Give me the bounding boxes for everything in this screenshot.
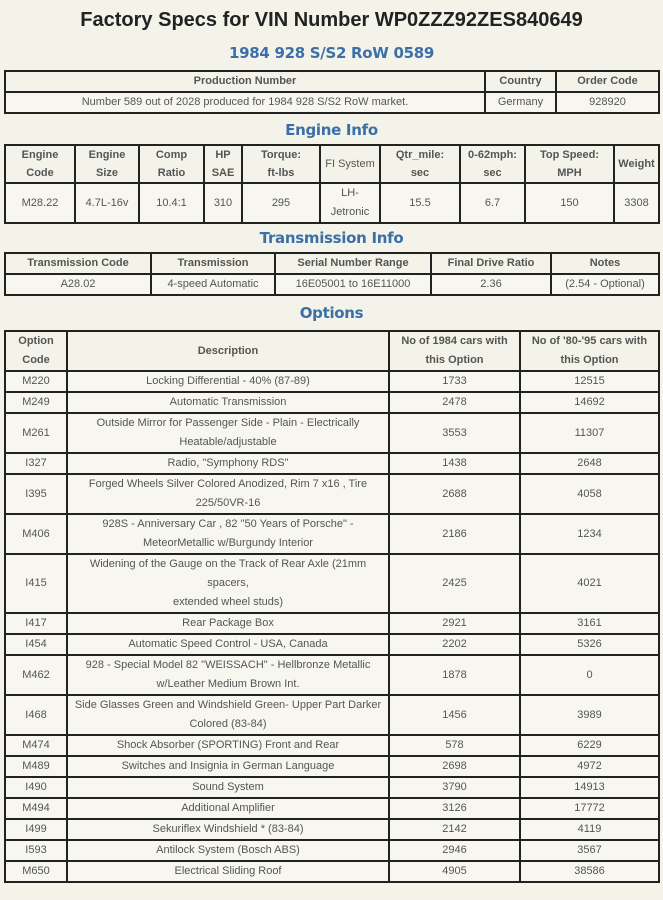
option-row <box>5 819 659 840</box>
top-speed-header-l2: MPH <box>557 167 582 179</box>
engine-code-header <box>5 145 75 183</box>
option-description-line: w/Leather Medium Brown Int. <box>156 678 300 690</box>
transmission-table <box>4 252 660 296</box>
option-row <box>5 756 659 777</box>
option-count-1984: 2698 <box>389 756 520 777</box>
option-description <box>67 819 389 840</box>
engine-code-header-l1: Engine <box>21 149 59 161</box>
option-description <box>67 613 389 634</box>
order-code-header: Order Code <box>556 71 659 92</box>
option-description-line: Radio, "Symphony RDS" <box>167 457 289 469</box>
option-count-1984: 2478 <box>389 392 520 413</box>
production-row <box>5 92 659 113</box>
top-speed-header-l1: Top Speed: <box>539 149 600 161</box>
options-body <box>5 371 659 882</box>
option-row <box>5 798 659 819</box>
option-description-line: Heatable/adjustable <box>179 436 277 448</box>
option-description <box>67 777 389 798</box>
option-code: I417 <box>5 613 67 634</box>
option-description <box>67 798 389 819</box>
qtr-mile-header <box>380 145 460 183</box>
serial-range-value: 16E05001 to 16E11000 <box>275 274 431 295</box>
transmission-header: Transmission <box>151 253 275 274</box>
qtr-mile-value: 15.5 <box>380 183 460 223</box>
production-number-value: Number 589 out of 2028 produced for 1984 928 S/S2 RoW market. <box>5 92 485 113</box>
option-count-all: 4972 <box>520 756 659 777</box>
option-code: M474 <box>5 735 67 756</box>
option-count-1984: 2202 <box>389 634 520 655</box>
option-count-1984: 2142 <box>389 819 520 840</box>
engine-info-title: Engine Info <box>285 121 378 139</box>
option-code: I593 <box>5 840 67 861</box>
zero-62-value: 6.7 <box>460 183 525 223</box>
option-description <box>67 514 389 554</box>
notes-header: Notes <box>551 253 659 274</box>
option-code: M494 <box>5 798 67 819</box>
option-description-line: Rear Package Box <box>182 617 274 629</box>
option-description-line: Locking Differential - 40% (87-89) <box>146 375 310 387</box>
option-count-1984: 2425 <box>389 554 520 613</box>
option-description <box>67 861 389 882</box>
option-count-all: 3989 <box>520 695 659 735</box>
option-code-header-l1: Option <box>18 335 54 347</box>
option-code: I499 <box>5 819 67 840</box>
option-description <box>67 453 389 474</box>
transmission-info-title: Transmission Info <box>259 229 404 247</box>
description-header: Description <box>67 331 389 371</box>
zero-62-header <box>460 145 525 183</box>
option-count-1984: 1438 <box>389 453 520 474</box>
option-description-line: Sound System <box>192 781 264 793</box>
option-count-all: 38586 <box>520 861 659 882</box>
option-row <box>5 453 659 474</box>
option-count-all: 11307 <box>520 413 659 453</box>
production-table <box>4 70 660 114</box>
option-row <box>5 392 659 413</box>
option-description <box>67 474 389 514</box>
hp-header-l1: HP <box>215 149 231 161</box>
option-code: I415 <box>5 554 67 613</box>
option-code: I490 <box>5 777 67 798</box>
option-count-all: 4058 <box>520 474 659 514</box>
option-code: M249 <box>5 392 67 413</box>
order-code-value: 928920 <box>556 92 659 113</box>
notes-value: (2.54 - Optional) <box>551 274 659 295</box>
option-row <box>5 735 659 756</box>
option-count-all: 14913 <box>520 777 659 798</box>
option-count-all: 1234 <box>520 514 659 554</box>
torque-header-l2: ft-lbs <box>267 167 295 179</box>
option-count-all: 4021 <box>520 554 659 613</box>
option-code-header <box>5 331 67 371</box>
count-1984-header-l1: No of 1984 cars with <box>401 335 508 347</box>
option-row <box>5 514 659 554</box>
option-description-line: Automatic Speed Control - USA, Canada <box>128 638 328 650</box>
option-count-1984: 1733 <box>389 371 520 392</box>
option-count-1984: 2946 <box>389 840 520 861</box>
engine-size-value: 4.7L-16v <box>75 183 139 223</box>
option-code: M489 <box>5 756 67 777</box>
fi-system-value: LH-Jetronic <box>320 183 380 223</box>
option-count-1984: 578 <box>389 735 520 756</box>
transmission-code-header: Transmission Code <box>5 253 151 274</box>
count-all-header <box>520 331 659 371</box>
zero-62-header-l1: 0-62mph: <box>468 149 517 161</box>
torque-header-l1: Torque: <box>260 149 302 161</box>
option-count-all: 5326 <box>520 634 659 655</box>
engine-header-row <box>5 145 659 183</box>
option-code: M406 <box>5 514 67 554</box>
option-description-line: 225/50VR-16 <box>195 497 261 509</box>
torque-value: 295 <box>242 183 320 223</box>
hp-header-l2: SAE <box>211 167 235 179</box>
option-row <box>5 613 659 634</box>
count-all-header-l2: this Option <box>560 354 619 366</box>
option-count-1984: 4905 <box>389 861 520 882</box>
fi-system-header: FI System <box>320 145 380 183</box>
option-row <box>5 634 659 655</box>
production-number-header: Production Number <box>5 71 485 92</box>
option-description-line: extended wheel studs) <box>172 596 284 608</box>
comp-ratio-header-l1: Comp <box>155 149 188 161</box>
option-description <box>67 695 389 735</box>
transmission-code-value: A28.02 <box>5 274 151 295</box>
option-code: M650 <box>5 861 67 882</box>
option-count-all: 3161 <box>520 613 659 634</box>
option-description <box>67 371 389 392</box>
option-description-line: Sekuriflex Windshield * (83-84) <box>152 823 304 835</box>
option-count-all: 6229 <box>520 735 659 756</box>
option-count-all: 3567 <box>520 840 659 861</box>
option-row <box>5 777 659 798</box>
comp-ratio-value: 10.4:1 <box>139 183 204 223</box>
option-row <box>5 554 659 613</box>
option-description-line: Widening of the Gauge on the Track of Rear Axle (21mm spacers, <box>89 558 367 589</box>
transmission-row <box>5 274 659 295</box>
engine-code-header-l2: Code <box>26 167 54 179</box>
option-description <box>67 735 389 756</box>
option-count-all: 12515 <box>520 371 659 392</box>
option-description-line: Side Glasses Green and Windshield Green- Upper Part Darker <box>74 699 382 711</box>
option-description-line: 928S - Anniversary Car , 82 "50 Years of Porsche" - <box>102 518 354 530</box>
comp-ratio-header <box>139 145 204 183</box>
option-description-line: Shock Absorber (SPORTING) Front and Rear <box>116 739 340 751</box>
option-description-line: Electrical Sliding Roof <box>174 865 282 877</box>
option-count-1984: 3790 <box>389 777 520 798</box>
option-count-all: 2648 <box>520 453 659 474</box>
count-1984-header-l2: this Option <box>425 354 484 366</box>
hp-value: 310 <box>204 183 242 223</box>
option-row <box>5 413 659 453</box>
option-row <box>5 840 659 861</box>
option-description-line: Colored (83-84) <box>189 718 267 730</box>
weight-header: Weight <box>614 145 659 183</box>
engine-row <box>5 183 659 223</box>
engine-table <box>4 144 660 224</box>
transmission-value: 4-speed Automatic <box>151 274 275 295</box>
option-description <box>67 413 389 453</box>
option-row <box>5 861 659 882</box>
option-description <box>67 392 389 413</box>
comp-ratio-header-l2: Ratio <box>157 167 186 179</box>
option-row <box>5 655 659 695</box>
option-count-1984: 2921 <box>389 613 520 634</box>
engine-size-header-l2: Size <box>95 167 118 179</box>
option-description-line: Automatic Transmission <box>169 396 287 408</box>
option-description-line: 928 - Special Model 82 "WEISSACH" - Hellbronze Metallic <box>85 659 371 671</box>
option-row <box>5 695 659 735</box>
option-code-header-l2: Code <box>22 354 50 366</box>
model-subtitle: 1984 928 S/S2 RoW 0589 <box>228 44 435 62</box>
transmission-header-row <box>5 253 659 274</box>
final-drive-header: Final Drive Ratio <box>431 253 551 274</box>
engine-size-header <box>75 145 139 183</box>
top-speed-value: 150 <box>525 183 614 223</box>
option-code: M462 <box>5 655 67 695</box>
option-description-line: Forged Wheels Silver Colored Anodized, Rim 7 x16 , Tire <box>88 478 368 490</box>
option-description-line: Switches and Insignia in German Language <box>121 760 335 772</box>
option-row <box>5 474 659 514</box>
option-count-all: 17772 <box>520 798 659 819</box>
option-code: I395 <box>5 474 67 514</box>
option-description <box>67 634 389 655</box>
top-speed-header <box>525 145 614 183</box>
options-table <box>4 330 660 883</box>
qtr-mile-header-l2: sec <box>410 167 430 179</box>
option-code: I454 <box>5 634 67 655</box>
option-description-line: MeteorMetallic w/Burgundy Interior <box>143 537 313 549</box>
country-value: Germany <box>485 92 556 113</box>
option-code: I468 <box>5 695 67 735</box>
option-description <box>67 554 389 613</box>
option-description <box>67 756 389 777</box>
count-1984-header <box>389 331 520 371</box>
option-count-1984: 1878 <box>389 655 520 695</box>
count-all-header-l1: No of '80-'95 cars with <box>531 335 648 347</box>
option-code: M261 <box>5 413 67 453</box>
production-header-row <box>5 71 659 92</box>
hp-header <box>204 145 242 183</box>
option-count-all: 14692 <box>520 392 659 413</box>
options-header-row <box>5 331 659 371</box>
option-description <box>67 655 389 695</box>
option-description-line: Outside Mirror for Passenger Side - Plain - Electrically <box>96 417 360 429</box>
serial-range-header: Serial Number Range <box>275 253 431 274</box>
torque-header <box>242 145 320 183</box>
engine-size-header-l1: Engine <box>88 149 126 161</box>
option-code: M220 <box>5 371 67 392</box>
option-description-line: Additional Amplifier <box>181 802 275 814</box>
option-count-all: 0 <box>520 655 659 695</box>
options-title: Options <box>299 304 364 322</box>
option-count-all: 4119 <box>520 819 659 840</box>
option-description-line: Antilock System (Bosch ABS) <box>156 844 300 856</box>
page-title: Factory Specs for VIN Number WP0ZZZ92ZES840649 <box>80 9 583 31</box>
option-count-1984: 3553 <box>389 413 520 453</box>
qtr-mile-header-l1: Qtr_mile: <box>395 149 445 161</box>
zero-62-header-l2: sec <box>483 167 502 179</box>
engine-code-value: M28.22 <box>5 183 75 223</box>
country-header: Country <box>485 71 556 92</box>
option-count-1984: 2688 <box>389 474 520 514</box>
final-drive-value: 2.36 <box>431 274 551 295</box>
weight-value: 3308 <box>614 183 659 223</box>
option-code: I327 <box>5 453 67 474</box>
option-description <box>67 840 389 861</box>
option-row <box>5 371 659 392</box>
option-count-1984: 2186 <box>389 514 520 554</box>
option-count-1984: 1456 <box>389 695 520 735</box>
option-count-1984: 3126 <box>389 798 520 819</box>
